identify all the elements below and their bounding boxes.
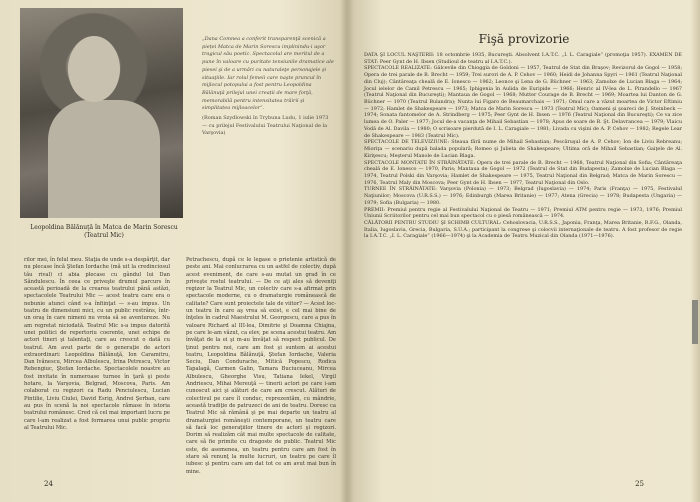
photo-figure-face — [68, 36, 120, 102]
bio-abroad: SPECTACOLE MONTATE ÎN STRĂINĂTATE: Opera de trei parale de B. Brecht — 1968, Teatrul Naţional din Sofia; Cântăreaţa cheală de E. Ionesco — 1970, Paris; Mantaua de Gogol — 1972 (Teatrul de Stat din Budapesta); Zamolxe de Lucian Blaga — 1974, Teatrul Polski din Varşovia; Hamlet de Shakespeare — 1975, Teatrul Naţional din Belgrad; Matca de Marin Sorescu — 1976, Teatrul Maly din Moscova; Peer Gynt de H. Ibsen — 1977, Teatrul Naţional din Oslo. — [364, 159, 682, 186]
bio-travels: CĂLĂTORII PENTRU STUDIU ŞI SCHIMB CULTURAL: Cehoslovacia, U.R.S.S., Japonia, Franţa, Marea Britanie, R.F.G., Olanda, Italia, Iugoslavia, Grecia, Bulgaria, S.U.A.; participant la congrese şi colocvii internaţionale de teatru. A fost profesor de regie la I.A.T.C. „I. L. Caragiale“ (1966—1974) şi la Academia de Teatru Muzical din Olanda (1971—1976). — [364, 219, 682, 240]
photo-figure-body — [48, 100, 160, 218]
bio-birth: DATA ŞI LOCUL NAŞTERII: 18 octombrie 1935, Bucureşti. Absolvent I.A.T.C. „I. L. Caragiale“ (promoţia 1957). EXAMEN DE STAT: Peer Gynt de H. Ibsen (Studioul de teatru al I.A.T.C.). — [364, 52, 682, 65]
photo-caption: Leopoldina Bălănuţă în Matca de Marin Sorescu (Teatrul Mic) — [30, 224, 178, 239]
page-number-right: 25 — [635, 480, 644, 488]
review-quote — [202, 36, 334, 138]
right-page — [348, 0, 700, 502]
bio-awards: PREMII: Premiul pentru regie al Festivalului Naţional de Teatru — 1971; Premiul ATM pentru regie — 1973, 1976; Premiul Uniunii Scriitorilor pentru cel mai bun spectacol cu o piesă românească — 1974. — [364, 206, 682, 220]
bio-productions: SPECTACOLE REALIZATE: Gâlcevile din Chioggia de Goldoni — 1957, Teatrul de Stat din Braşov; Revizorul de Gogol — 1958; Opera de trei parale de B. Brecht — 1959; Trei surori de A. P. Cehov — 1960; Heidi de Johanna Spyri — 1961 (Teatrul Naţional din Cluj); Cântăreaţa cheală de E. Ionesco — 1962; Leonce şi Lena de G. Büchner — 1963; Zamolxe de Lucian Blaga — 1964; Jocul ielelor de Camil Petrescu — 1965; Iphigenia în Aulida de Euripide — 1966; Henric al IV-lea de L. Pirandello — 1967 (Teatrul Naţional din Bucureşti); Mantaua de Gogol — 1968; Mutter Courage de B. Brecht — 1969; Moartea lui Danton de G. Büchner — 1970 (Teatrul Bulandra); Nunta lui Figaro de Beaumarchais — 1971; Omul care a văzut moartea de Victor Eftimiu — 1972; Hamlet de Shakespeare — 1973; Matca de Marin Sorescu — 1973 (Teatrul Mic); Oameni şi şoareci de J. Steinbeck — 1974; Sonata fantomelor de A. Strindberg — 1975; Peer Gynt de H. Ibsen — 1976 (Teatrul Naţional din Bucureşti); Ce va zice lumea de O. Paler — 1977; Jocul de-a vacanţa de Mihail Sebastian — 1978; Apus de soare de B. Şt. Delavrancea — 1979; Vlaicu Vodă de Al. Davila — 1980; O scrisoare pierdută de I. L. Caragiale — 1981; Livada cu vişini de A. P. Cehov — 1982; Regele Lear de Shakespeare — 1983 (Teatrul Mic). — [364, 65, 682, 139]
book-gutter — [340, 0, 354, 502]
bio-television: SPECTACOLE DE TELEVIZIUNE: Steaua fără nume de Mihail Sebastian; Pescăruşul de A. P. Cehov; Ion de Liviu Rebreanu; Mioriţa — scenariu după balada populară; Romeo şi Julieta de Shakespeare; Ultima oră de Mihail Sebastian; Gaiţele de Al. Kiriţescu; Meşterul Manole de Lucian Blaga. — [364, 139, 682, 159]
interview-column-1 — [24, 257, 170, 432]
review-quote-source: (Roman Szydlowski în Trybuna Ludu, 1 iulie 1973 — cu prilejul Festivalului Teatrului Naţional de la Varşovia) — [202, 115, 329, 137]
interview-column-1-text: rilor mei, în felul meu. Staţia de unde s-a despărţit, dar nu plecase încă Ştefan Iordache (mă uit la credinciosul tău rival) ci abia plecase cu gândul lui Dan Săndulescu. În ceea ce priveşte drumul parcurs în această perioadă de la crearea teatrului până astăzi, spectacolele Teatrului Mic — acest teatru care era o nebunie atunci când s-a înfiinţat — s-au impus. Un teatru de dimensiuni mici, cu un public restrâns, într-un oraş în care nimeni nu vroia să se aventureze. Nu am regretat niciodată. Teatrul Mic s-a impus datorită unei politici de repertoriu coerente, unei echipe de actori tineri şi talentaţi, care au crescut o dată cu teatrul. Am avut parte de o generaţie de actori extraordinari: Leopoldina Bălănuţă, Ion Caramitru, Dan Ivănescu, Mircea Albulescu, Irina Petrescu, Victor Rebengiuc, Ştefan Iordache. Spectacolele noastre au fost invitate în numeroase turnee în ţară şi peste hotare, la Varşovia, Belgrad, Moscova, Paris. Am colaborat cu regizori ca Radu Penciulescu, Lucian Pintilie, Liviu Ciulei, David Esrig, Andrei Şerban, care au pus în scenă la noi spectacole rămase în istoria teatrului românesc. Cred că cel mai important lucru pe care l-am realizat a fost formarea unui public propriu al Teatrului Mic. — [24, 257, 170, 431]
biography-sheet — [364, 52, 682, 240]
left-page — [0, 0, 348, 502]
bio-tours: TURNEE ÎN STRĂINĂTATE: Varşovia (Polonia) — 1973; Belgrad (Iugoslavia) — 1974; Paris (Franţa) — 1975, Festivalul Naţiunilor; Moscova (U.R.S.S.) — 1976; Edinburgh (Marea Britanie) — 1977; Atena (Grecia) — 1978; Budapesta (Ungaria) — 1979; Sofia (Bulgaria) — 1980. — [364, 186, 682, 206]
book-edge — [690, 0, 700, 502]
actress-photo — [20, 8, 183, 218]
interview-column-2-text: Petrachescu, după ce le legase o prietenie artistică de peste ani. Mai conlucrarea cu un astfel de colectiv, după acest eveniment, de care s-au mutat un grad în ce priveşte rostul teatrului. — De ce aţi ales să deveniţi regizor la Teatrul Mic, un colectiv care s-a afirmat prin spectacole moderne, cu o dramaturgie românească de calitate? Care sunt proiectele tale de viitor? — Acest loc-un teatru în care aş vrea să exist, e cel mai bine de înţeles în cadrul Maestrului M. Georgescu, care a pus în valoare Richard al III-lea, Dimitrie şi Doamna Chiajna, pe care le-am văzut, ca elev, pe scena acestui teatru. Am învăţat de la ei şi m-au învăţat să respect publicul. De ţinut pentru noi, care am fost şi suntem ai acestui teatru, Leopoldina Bălănuţă, Ştefan Iordache, Valeria Seciu, Dan Condurache, Mitică Popescu, Rodica Tapalagă, Carmen Galin, Tamara Buciuceanu, Mircea Albulescu, Gheorghe Visu, Tatiana Iekel, Virgil Andriescu, Mihai Mereuţă — tinerii actori pe care i-am cunoscut aici şi alături de care am crescut. Alături de colectivul pe care îl conduc, reprezentăm, cu mândrie, această tradiţie de patruzeci de ani de teatru. Doresc ca Teatrul Mic să rămână şi pe mai departe un teatru al dramaturgiei româneşti contemporane, un teatru care să facă loc generaţiilor tinere de actori şi regizori. Dorim să realizăm cât mai multe spectacole de calitate, care să fie primite cu dragoste de public. Teatrul Mic este, de asemenea, un teatru pentru care am fost în stare să renunţ la multe lucruri, un teatru pe care îl iubesc şi pentru care am dat tot ce am avut mai bun în mine. — [186, 257, 336, 475]
page-number-left: 24 — [44, 480, 53, 488]
interview-column-2 — [186, 257, 336, 476]
review-quote-text: „Dana Comnea a conferit transparenţă scenică a pieței Matca de Marin Sorescu implinindu-i uşor tragicul său poetic. Spectacolul are meritul de a pune în valoare cu puritate tensiunile dramatice ale piesei şi de a urmări cu naturaleţe personajele şi situaţiile. Iar rolul femeii care naşte pruncul în mijlocul potopului a fost pentru Leopoldina Bălănuţă prilejul unei creații de mare forţă, memorabilă pentru intensitatea trăirii şi simplitatea mijloacelor“. — [202, 36, 334, 112]
book-edge-tab — [692, 300, 698, 344]
page-title: Fişă provizorie — [478, 32, 570, 46]
